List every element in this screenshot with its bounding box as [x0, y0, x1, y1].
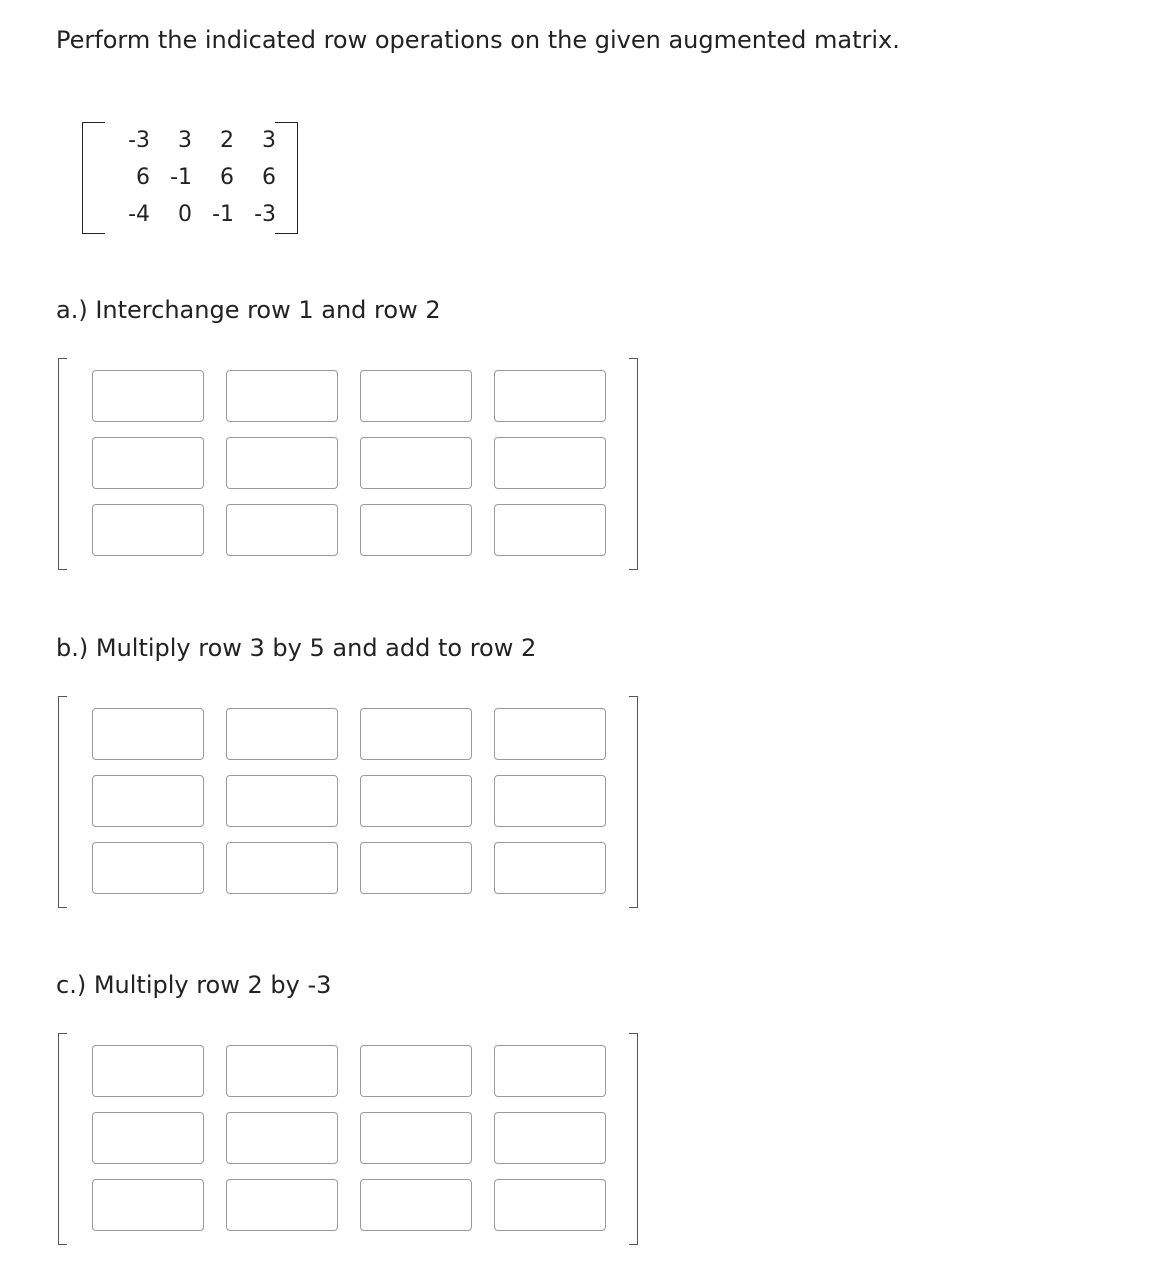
part-c-cell-r3c1[interactable]: [92, 1179, 204, 1231]
part-b-answer-matrix: [58, 696, 638, 908]
matrix-left-bracket: [58, 1033, 67, 1245]
part-a-cell-r2c3[interactable]: [360, 437, 472, 489]
part-a-cell-r2c2[interactable]: [226, 437, 338, 489]
part-a-cell-r1c2[interactable]: [226, 370, 338, 422]
part-c-cell-r1c4[interactable]: [494, 1045, 606, 1097]
part-a-cell-r3c2[interactable]: [226, 504, 338, 556]
matrix-right-bracket: [629, 358, 638, 570]
part-b-cell-r2c4[interactable]: [494, 775, 606, 827]
part-b-cell-r1c1[interactable]: [92, 708, 204, 760]
part-a-label: a.) Interchange row 1 and row 2: [56, 296, 441, 324]
part-a-cell-r2c4[interactable]: [494, 437, 606, 489]
matrix-right-bracket: [275, 122, 298, 234]
part-a-cell-r1c3[interactable]: [360, 370, 472, 422]
matrix-cell: 2: [220, 128, 234, 153]
part-c-cell-r3c4[interactable]: [494, 1179, 606, 1231]
part-a-cell-r2c1[interactable]: [92, 437, 204, 489]
matrix-right-bracket: [629, 696, 638, 908]
part-b-cell-r2c1[interactable]: [92, 775, 204, 827]
part-b-cell-r3c1[interactable]: [92, 842, 204, 894]
part-c-cell-r2c3[interactable]: [360, 1112, 472, 1164]
matrix-cell: -1: [212, 202, 234, 227]
matrix-cell: -3: [128, 128, 150, 153]
part-a-answer-matrix: [58, 358, 638, 570]
part-b-cell-r2c2[interactable]: [226, 775, 338, 827]
matrix-left-bracket: [58, 358, 67, 570]
part-c-cell-r2c2[interactable]: [226, 1112, 338, 1164]
matrix-cell: 6: [136, 165, 150, 190]
matrix-left-bracket: [58, 696, 67, 908]
matrix-left-bracket: [82, 122, 105, 234]
question-prompt: Perform the indicated row operations on the given augmented matrix.: [56, 26, 900, 54]
matrix-cell: -4: [128, 202, 150, 227]
given-matrix-row-2: [110, 159, 276, 196]
part-a-cell-r1c1[interactable]: [92, 370, 204, 422]
part-b-cell-r1c3[interactable]: [360, 708, 472, 760]
given-matrix-row-3: [110, 196, 276, 233]
part-b-cell-r1c4[interactable]: [494, 708, 606, 760]
part-a-cell-r1c4[interactable]: [494, 370, 606, 422]
part-a-cell-r3c1[interactable]: [92, 504, 204, 556]
part-b-label: b.) Multiply row 3 by 5 and add to row 2: [56, 634, 537, 662]
matrix-cell: -3: [254, 202, 276, 227]
given-matrix-grid: [110, 122, 276, 234]
given-matrix: [82, 122, 298, 234]
part-b-cell-r3c2[interactable]: [226, 842, 338, 894]
part-c-cell-r3c3[interactable]: [360, 1179, 472, 1231]
part-b-cell-r3c3[interactable]: [360, 842, 472, 894]
part-a-cell-r3c4[interactable]: [494, 504, 606, 556]
part-c-cell-r1c3[interactable]: [360, 1045, 472, 1097]
matrix-cell: 3: [262, 128, 276, 153]
matrix-cell: -1: [170, 165, 192, 190]
matrix-cell: 6: [220, 165, 234, 190]
matrix-cell: 3: [178, 128, 192, 153]
part-c-cell-r1c2[interactable]: [226, 1045, 338, 1097]
part-c-label: c.) Multiply row 2 by -3: [56, 971, 332, 999]
part-a-cell-r3c3[interactable]: [360, 504, 472, 556]
part-c-cell-r2c4[interactable]: [494, 1112, 606, 1164]
matrix-right-bracket: [629, 1033, 638, 1245]
part-b-cell-r2c3[interactable]: [360, 775, 472, 827]
part-c-cell-r1c1[interactable]: [92, 1045, 204, 1097]
part-c-cell-r3c2[interactable]: [226, 1179, 338, 1231]
part-c-cell-r2c1[interactable]: [92, 1112, 204, 1164]
part-c-answer-matrix: [58, 1033, 638, 1245]
part-b-cell-r1c2[interactable]: [226, 708, 338, 760]
matrix-cell: 0: [178, 202, 192, 227]
given-matrix-row-1: [110, 122, 276, 159]
matrix-cell: 6: [262, 165, 276, 190]
part-b-cell-r3c4[interactable]: [494, 842, 606, 894]
